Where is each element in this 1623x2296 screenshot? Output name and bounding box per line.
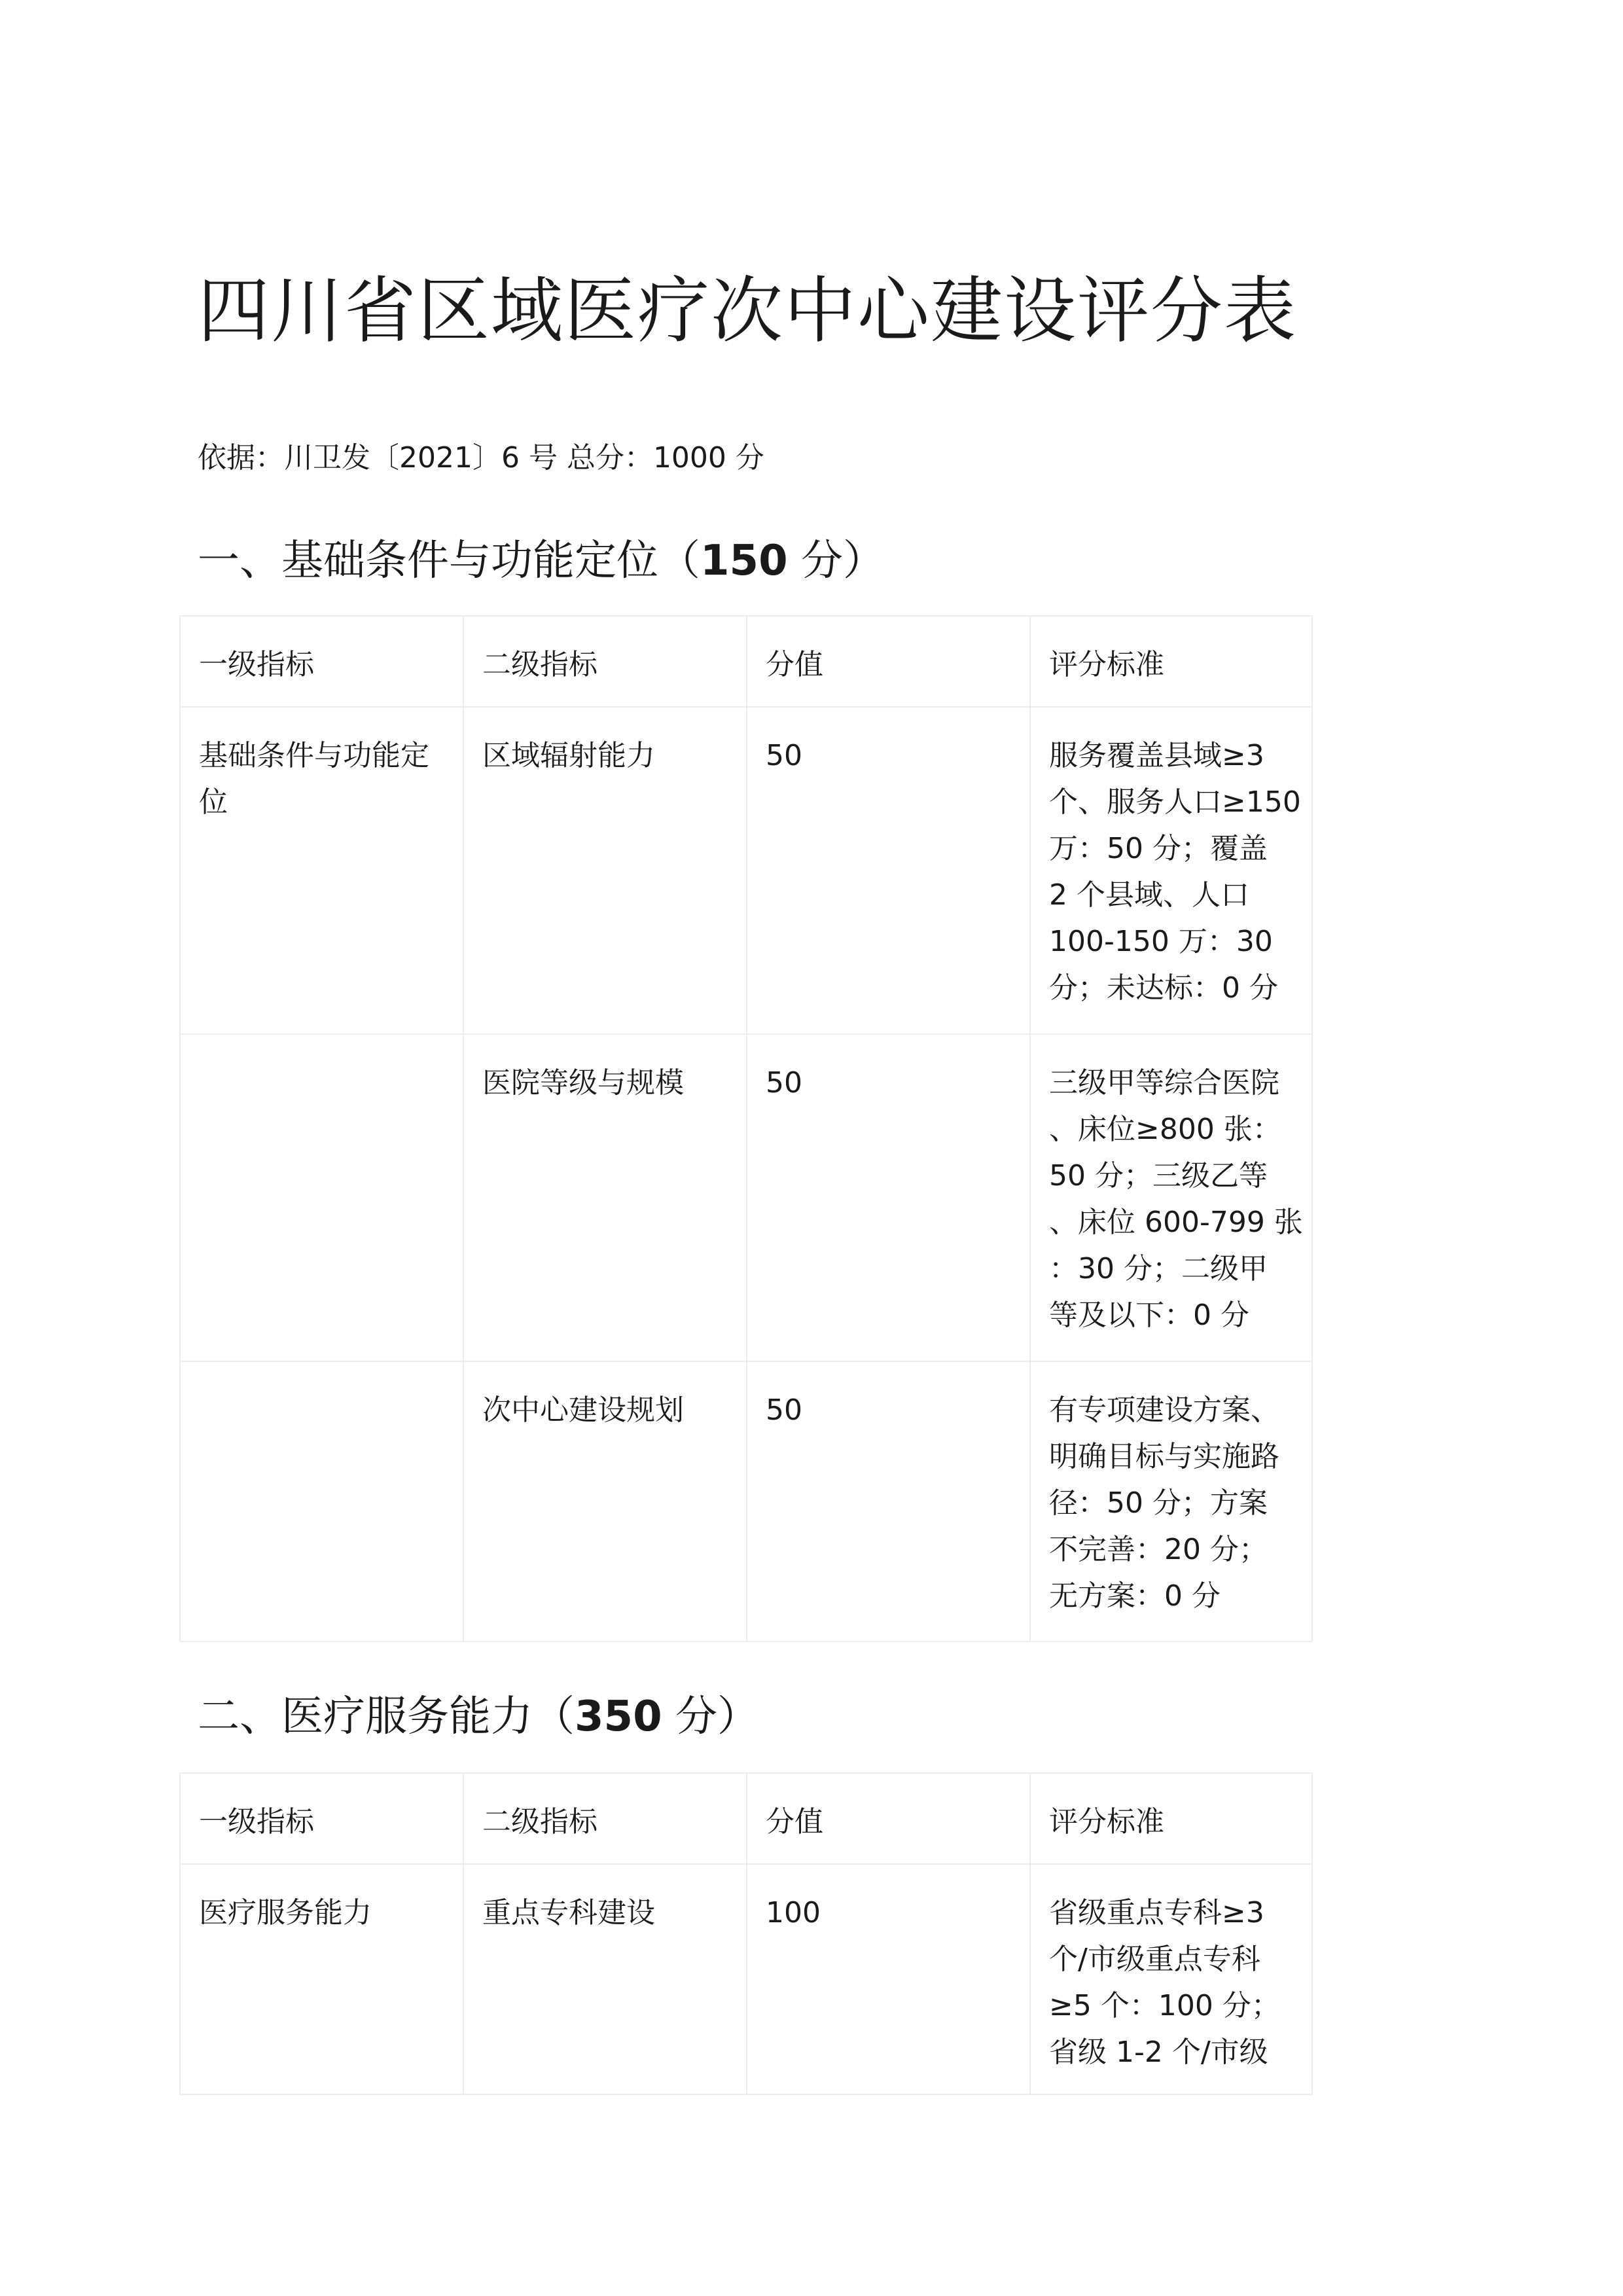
- cell-line: 径：50 分；方案: [1049, 1486, 1268, 1520]
- section-heading-2-suffix: 分）: [662, 1693, 759, 1741]
- section-heading-1-suffix: 分）: [787, 537, 885, 585]
- cell-criteria: [1030, 707, 1312, 1034]
- cell-line: 省级重点专科≥3: [1049, 1896, 1264, 1929]
- cell-line: 50 分；三级乙等: [1049, 1159, 1268, 1193]
- table-row: [180, 1864, 1312, 2094]
- cell-level2: 医院等级与规模: [463, 1034, 747, 1361]
- table-header-row: [180, 616, 1312, 707]
- cell-level1: [180, 1034, 463, 1361]
- column-header-level1: 一级指标: [180, 616, 463, 707]
- column-header-criteria: 评分标准: [1030, 616, 1312, 707]
- cell-line: 有专项建设方案、: [1049, 1393, 1279, 1427]
- cell-line: 分；未达标：0 分: [1049, 971, 1278, 1005]
- cell-line: 万：50 分；覆盖: [1049, 832, 1268, 865]
- column-header-criteria: 评分标准: [1030, 1773, 1312, 1864]
- cell-level2: 重点专科建设: [463, 1864, 747, 2094]
- cell-line: 2 个县域、人口: [1049, 878, 1249, 912]
- cell-line: 个/市级重点专科: [1049, 1943, 1260, 1976]
- cell-level1: [180, 707, 463, 1034]
- cell-line: ：30 分；二级甲: [1049, 1252, 1268, 1285]
- cell-score: 100: [747, 1864, 1030, 2094]
- table-row: [180, 1361, 1312, 1641]
- column-header-level2: 二级指标: [463, 616, 747, 707]
- cell-level2: 次中心建设规划: [463, 1361, 747, 1641]
- cell-line: ≥5 个：100 分；: [1049, 1989, 1280, 2022]
- cell-line: 位: [199, 785, 228, 819]
- table-row: [180, 1034, 1312, 1361]
- table-row: [180, 707, 1312, 1034]
- column-header-level2: 二级指标: [463, 1773, 747, 1864]
- cell-level1: [180, 1361, 463, 1641]
- column-header-score: 分值: [747, 616, 1030, 707]
- cell-line: 等及以下：0 分: [1049, 1299, 1249, 1332]
- section-heading-2: [198, 1687, 759, 1746]
- column-header-level1: 一级指标: [180, 1773, 463, 1864]
- cell-line: 、床位 600-799 张: [1049, 1206, 1303, 1239]
- section-heading-1-points: 150: [700, 537, 788, 585]
- cell-criteria: [1030, 1034, 1312, 1361]
- cell-line: 个、服务人口≥150: [1049, 785, 1301, 819]
- section-1-table: [179, 615, 1313, 1642]
- column-header-score: 分值: [747, 1773, 1030, 1864]
- section-2-table: [179, 1772, 1313, 2095]
- cell-line: 明确目标与实施路: [1049, 1440, 1279, 1473]
- cell-level2: 区域辐射能力: [463, 707, 747, 1034]
- cell-line: 基础条件与功能定: [199, 739, 429, 772]
- cell-line: 三级甲等综合医院: [1049, 1066, 1279, 1100]
- basis-line: 依据：川卫发〔2021〕6 号 总分：1000 分: [198, 441, 764, 475]
- section-heading-2-points: 350: [575, 1693, 662, 1741]
- cell-score: 50: [747, 707, 1030, 1034]
- cell-line: 服务覆盖县域≥3: [1049, 739, 1264, 772]
- cell-line: 、床位≥800 张：: [1049, 1113, 1281, 1146]
- section-heading-1-prefix: 一、基础条件与功能定位（: [198, 537, 700, 585]
- cell-score: 50: [747, 1361, 1030, 1641]
- cell-level1: [180, 1864, 463, 2094]
- section-heading-2-prefix: 二、医疗服务能力（: [198, 1693, 575, 1741]
- cell-line: 省级 1-2 个/市级: [1049, 2036, 1268, 2069]
- cell-criteria: [1030, 1361, 1312, 1641]
- cell-line: 不完善：20 分；: [1049, 1533, 1268, 1566]
- cell-line: 无方案：0 分: [1049, 1579, 1221, 1613]
- cell-score: 50: [747, 1034, 1030, 1361]
- section-heading-1: [198, 531, 885, 590]
- cell-line: 医疗服务能力: [199, 1896, 372, 1929]
- document-title: 四川省区域医疗次中心建设评分表: [198, 269, 1297, 353]
- table-header-row: [180, 1773, 1312, 1864]
- cell-line: 100-150 万：30: [1049, 925, 1273, 958]
- cell-criteria: [1030, 1864, 1312, 2094]
